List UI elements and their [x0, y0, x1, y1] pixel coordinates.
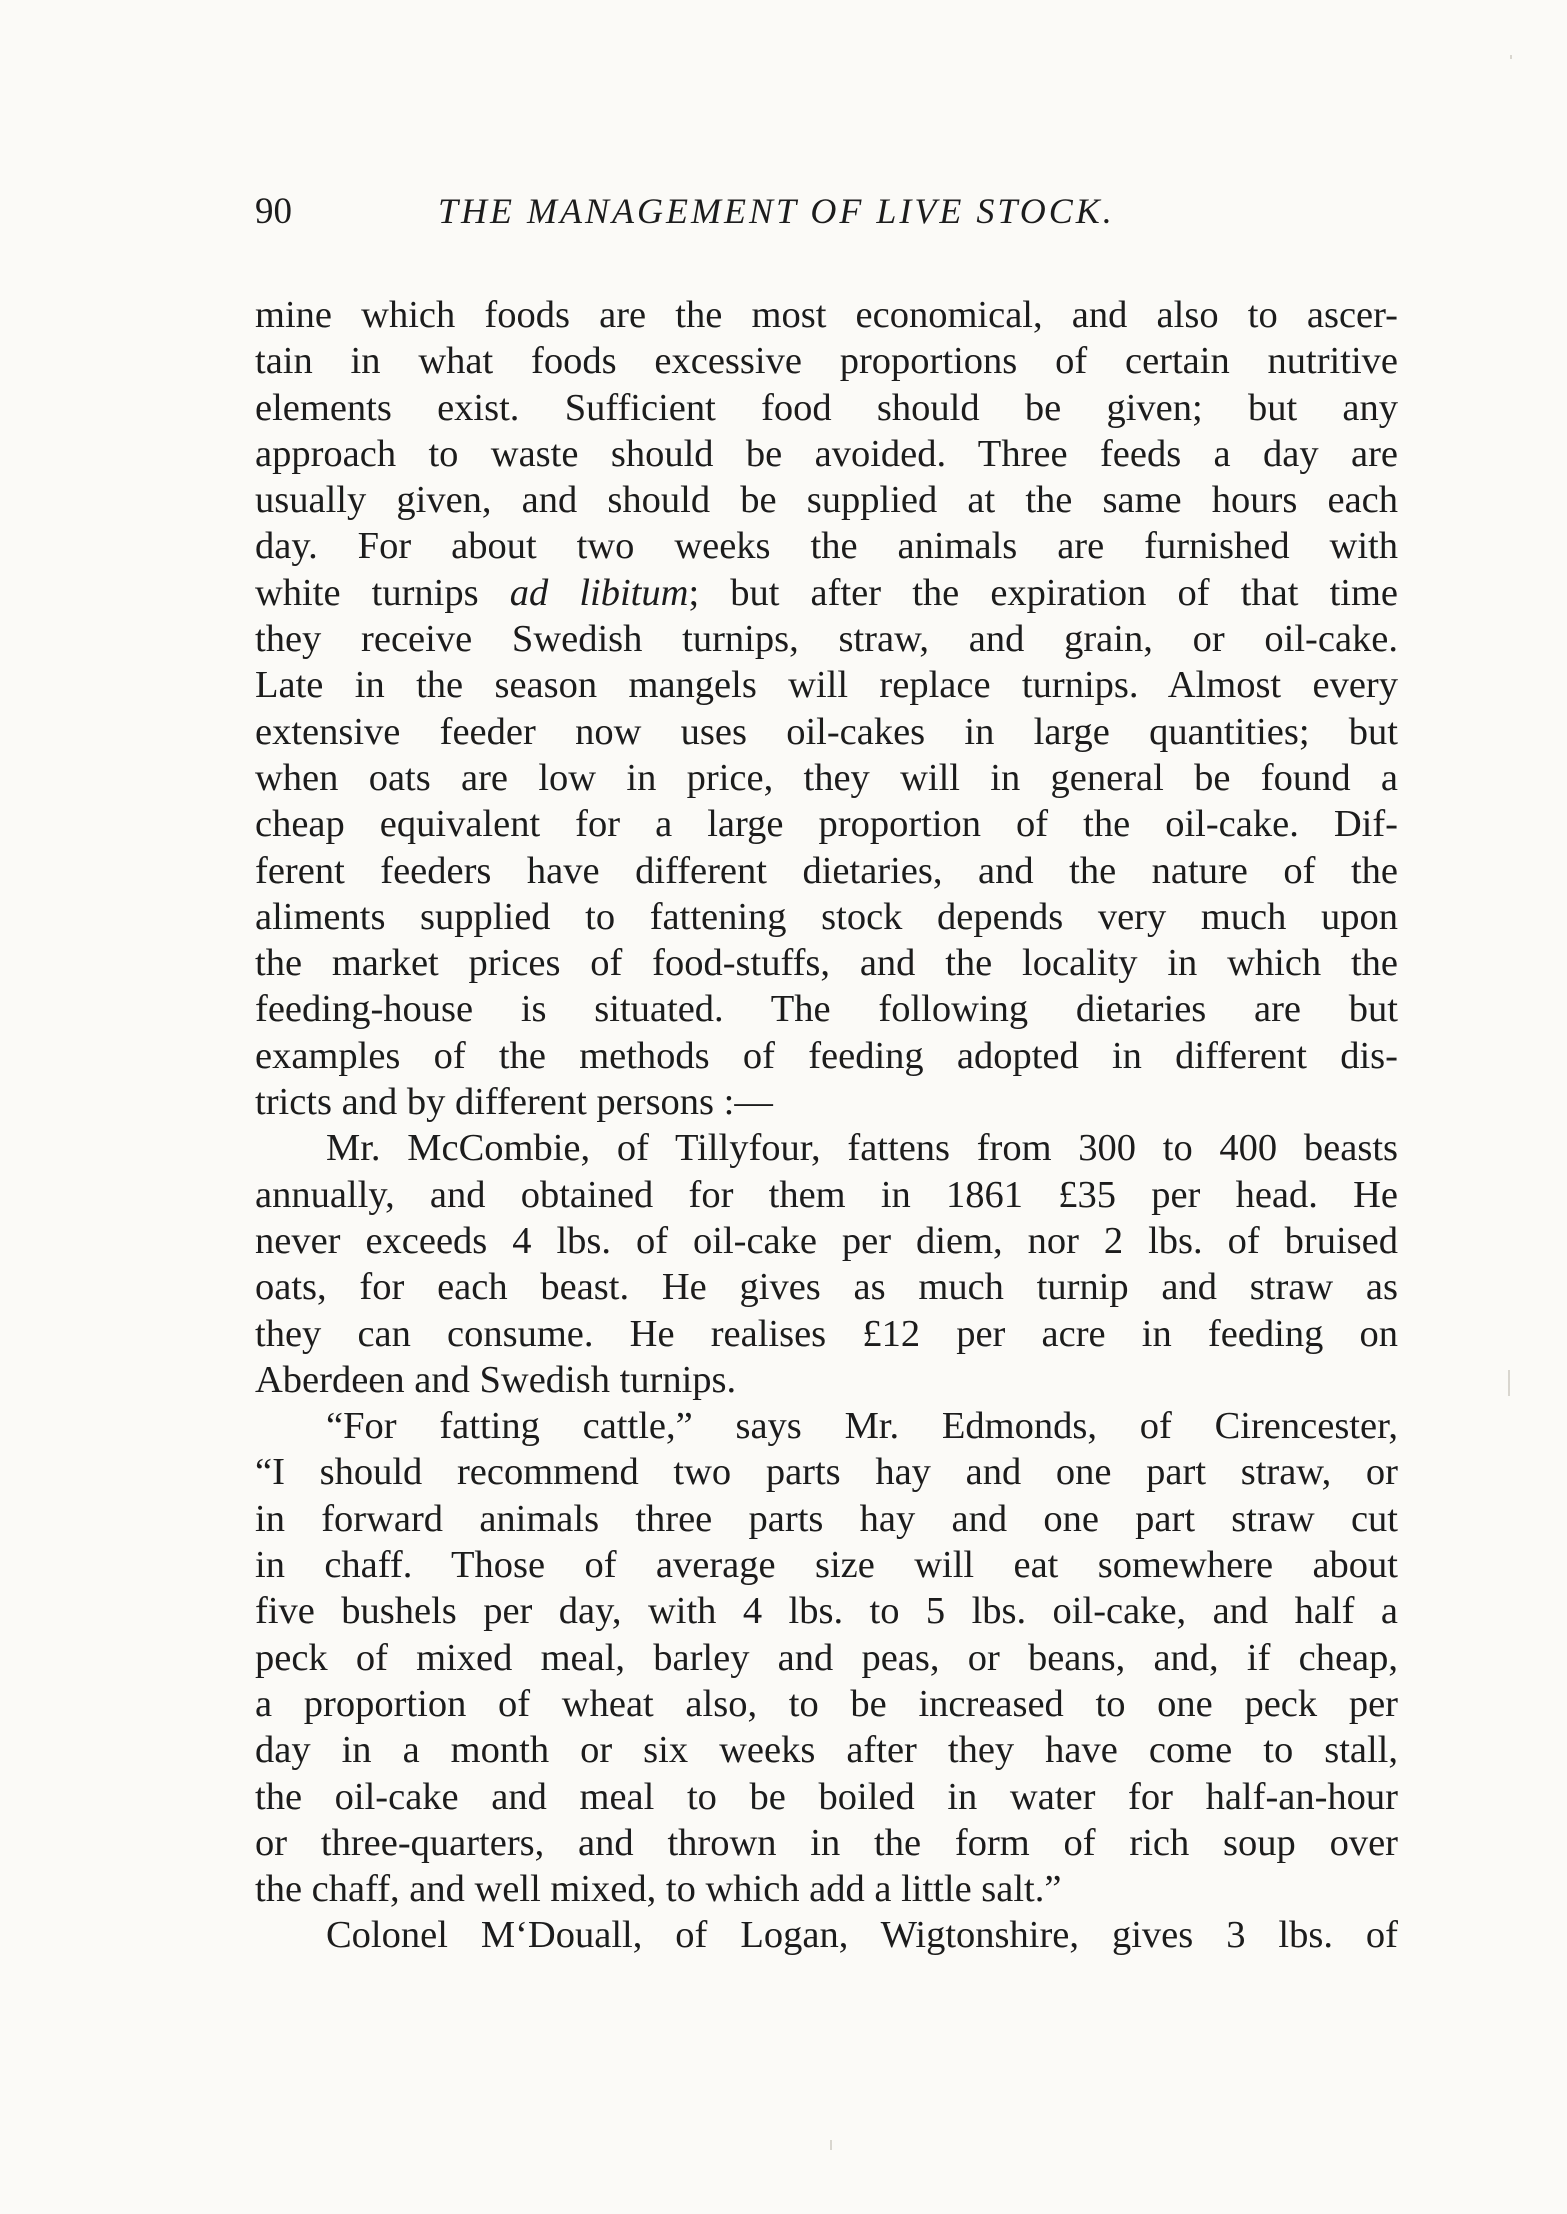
- text-line: “I should recommend two parts hay and one part straw, or: [255, 1451, 1398, 1494]
- text-line: in chaff. Those of average size will eat somewhere about: [255, 1544, 1398, 1587]
- paragraph-feeding-intro: [255, 292, 1398, 1125]
- text-line: approach to waste should be avoided. Three feeds a day are: [255, 432, 1398, 475]
- text-line: cheap equivalent for a large proportion of the oil-cake. Dif-: [255, 803, 1398, 846]
- running-head: [255, 190, 1398, 240]
- paragraph-mccombie: [255, 1125, 1398, 1403]
- paragraph-mdouall: [255, 1912, 1398, 1958]
- book-page: [255, 190, 1398, 1959]
- text-line: in forward animals three parts hay and one part straw cut: [255, 1497, 1398, 1540]
- text-line: aliments supplied to fattening stock depends very much upon: [255, 895, 1398, 938]
- text-line: when oats are low in price, they will in general be found a: [255, 756, 1398, 799]
- scan-speck-right-margin: [1508, 1370, 1510, 1396]
- text-line: mine which foods are the most economical, and also to ascer-: [255, 294, 1398, 336]
- text-line: the market prices of food-stuffs, and the locality in which the: [255, 942, 1398, 985]
- text-line: usually given, and should be supplied at the same hours each: [255, 479, 1398, 522]
- text-line: tricts and by different persons :—: [255, 1081, 773, 1124]
- text-line: peck of mixed meal, barley and peas, or beans, and, if cheap,: [255, 1636, 1398, 1679]
- text-line: day in a month or six weeks after they have come to stall,: [255, 1729, 1398, 1772]
- paragraph-edmonds-quote: [255, 1403, 1398, 1912]
- text-line: Aberdeen and Swedish turnips.: [255, 1358, 737, 1401]
- running-title: THE MANAGEMENT OF LIVE STOCK.: [438, 191, 1115, 231]
- text-line: Mr. McCombie, of Tillyfour, fattens from 300 to 400 beasts: [326, 1127, 1398, 1170]
- text-line: the chaff, and well mixed, to which add a little salt.”: [255, 1868, 1062, 1911]
- text-line: feeding-house is situated. The following dietaries are but: [255, 988, 1398, 1031]
- text-line: extensive feeder now uses oil-cakes in large quantities; but: [255, 710, 1398, 753]
- text-line: examples of the methods of feeding adopted in different dis-: [255, 1034, 1398, 1077]
- scan-speck-top-right: [1510, 55, 1512, 59]
- scan-speck-bottom: [830, 2140, 832, 2150]
- text-line: Late in the season mangels will replace turnips. Almost every: [255, 664, 1398, 707]
- text-line: Colonel M‘Douall, of Logan, Wigtonshire, gives 3 lbs. of: [326, 1914, 1398, 1957]
- text-line: ferent feeders have different dietaries, and the nature of the: [255, 849, 1398, 892]
- text-line: white turnips ad libitum; but after the expiration of that time: [255, 571, 1399, 614]
- text-line: five bushels per day, with 4 lbs. to 5 lbs. oil-cake, and half a: [255, 1590, 1398, 1633]
- text-line: a proportion of wheat also, to be increased to one peck per: [255, 1682, 1398, 1725]
- page-number: 90: [255, 191, 292, 232]
- text-line: they receive Swedish turnips, straw, and grain, or oil-cake.: [255, 618, 1398, 661]
- text-line: tain in what foods excessive proportions of certain nutritive: [255, 340, 1398, 383]
- text-line: the oil-cake and meal to be boiled in water for half-an-hour: [255, 1775, 1398, 1818]
- text-line: never exceeds 4 lbs. of oil-cake per diem, nor 2 lbs. of bruised: [255, 1219, 1398, 1262]
- text-line: day. For about two weeks the animals are furnished with: [255, 525, 1398, 568]
- text-line: elements exist. Sufficient food should be given; but any: [255, 386, 1398, 429]
- text-line: oats, for each beast. He gives as much turnip and straw as: [255, 1266, 1398, 1309]
- text-line: they can consume. He realises £12 per acre in feeding on: [255, 1312, 1398, 1355]
- text-line: “For fatting cattle,” says Mr. Edmonds, of Cirencester,: [326, 1405, 1398, 1448]
- text-line: or three-quarters, and thrown in the form of rich soup over: [255, 1821, 1398, 1864]
- text-line: annually, and obtained for them in 1861 £35 per head. He: [255, 1173, 1398, 1216]
- italic-phrase: ad libitum: [509, 571, 689, 614]
